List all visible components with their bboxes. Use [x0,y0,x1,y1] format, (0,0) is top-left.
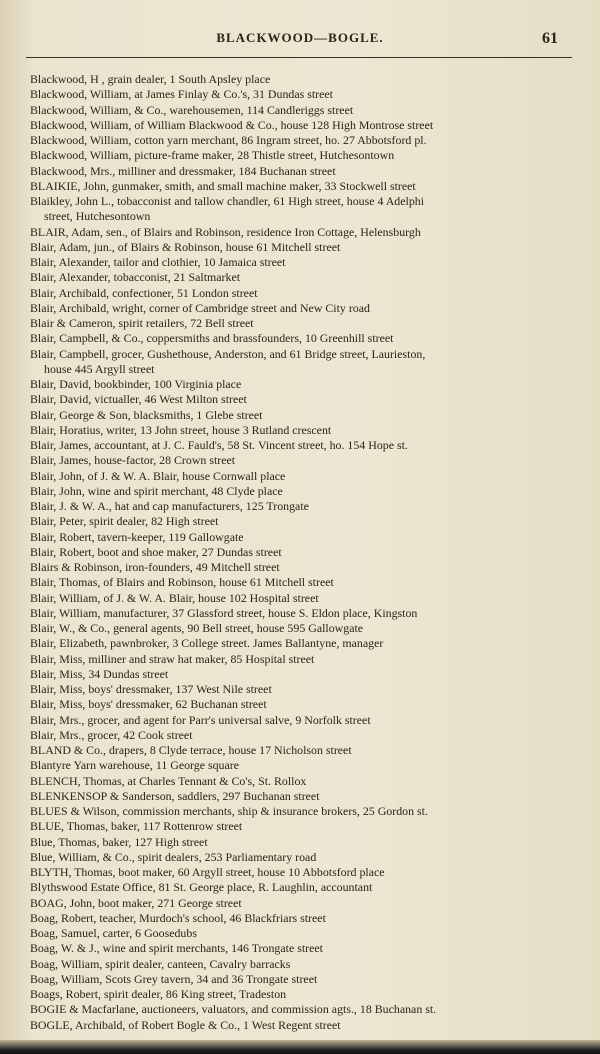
directory-entry: Blair, John, wine and spirit merchant, 48 Clyde place [30,483,283,498]
directory-entry: Blair, John, of J. & W. A. Blair, house Cornwall place [30,468,286,483]
directory-entry: Blair, Archibald, wright, corner of Cambridge street and New City road [30,300,370,315]
directory-entry: BOGIE & Macfarlane, auctioneers, valuators, and commission agts., 18 Buchanan st. [30,1002,437,1017]
directory-entry: Blair, Mrs., grocer, and agent for Parr's universal salve, 9 Norfolk street [30,712,371,727]
page-number: 61 [542,30,558,47]
directory-entry: Boag, William, Scots Grey tavern, 34 and 36 Trongate street [30,971,318,986]
directory-entry: Blair, Thomas, of Blairs and Robinson, house 61 Mitchell street [30,575,334,590]
directory-entry: Blair, Campbell, & Co., coppersmiths and brassfounders, 10 Greenhill street [30,331,394,346]
directory-entry: Blackwood, William, cotton yarn merchant, 86 Ingram street, ho. 27 Abbotsford pl. [30,133,427,147]
directory-entry: Blair, Horatius, writer, 13 John street, house 3 Rutland crescent [30,422,332,437]
directory-entry: Blair, Elizabeth, pawnbroker, 3 College street. James Ballantyne, manager [30,636,384,651]
directory-entry: Boags, Robert, spirit dealer, 86 King street, Tradeston [30,987,287,1001]
directory-entry: Blue, William, & Co., spirit dealers, 253 Parliamentary road [30,849,317,864]
directory-entry: BLUE, Thomas, baker, 117 Rottenrow street [30,819,243,834]
directory-entry: Blair, Alexander, tobacconist, 21 Saltmarket [30,270,241,285]
directory-entry: Blair, William, of J. & W. A. Blair, house 102 Hospital street [30,590,319,605]
directory-entry: Blair, Adam, jun., of Blairs & Robinson, house 61 Mitchell street [30,239,341,254]
directory-entry: Blaikley, John L., tobacconist and tallow chandler, 61 High street, house 4 Adelphi [30,194,425,208]
directory-entry: Boag, William, spirit dealer, canteen, Cavalry barracks [30,956,291,971]
page-header [0,28,600,50]
directory-entry: Blair, Robert, tavern-keeper, 119 Gallowgate [30,529,244,544]
directory-entry: Blantyre Yarn warehouse, 11 George square [30,758,240,773]
directory-entry: Boag, W. & J., wine and spirit merchants, 146 Trongate street [30,941,323,956]
directory-entry: BLENKENSOP & Sanderson, saddlers, 297 Buchanan street [30,788,320,803]
directory-entry: Blackwood, William, & Co., warehousemen, 114 Candleriggs street [30,102,354,117]
page-bottom-edge [0,1040,600,1054]
directory-entry: Blair, W., & Co., general agents, 90 Bell street, house 595 Gallowgate [30,621,364,635]
directory-entry: Blair, Miss, boys' dressmaker, 62 Buchanan street [30,697,267,712]
directory-entry: Blair, Robert, boot and shoe maker, 27 Dundas street [30,544,282,559]
directory-entry: Blair, James, house-factor, 28 Crown street [30,453,236,468]
directory-entry: BLUES & Wilson, commission merchants, ship & insurance brokers, 25 Gordon st. [30,804,428,818]
directory-entry: Boag, Robert, teacher, Murdoch's school, 46 Blackfriars street [30,910,326,925]
directory-entry: Blackwood, Mrs., milliner and dressmaker, 184 Buchanan street [30,163,336,178]
directory-entry: Blackwood, William, at James Finlay & Co.'s, 31 Dundas street [30,87,333,102]
directory-entry: BLAIKIE, John, gunmaker, smith, and small machine maker, 33 Stockwell street [30,178,416,193]
directory-entry: Blair, Peter, spirit dealer, 82 High street [30,514,219,529]
directory-entry: Blackwood, William, of William Blackwood & Co., house 128 High Montrose street [30,117,434,132]
directory-entry: Blair & Cameron, spirit retailers, 72 Bell street [30,316,254,330]
directory-entry: Blair, Archibald, confectioner, 51 London street [30,285,258,300]
directory-entries [30,72,562,1033]
directory-entry: Boag, Samuel, carter, 6 Goosedubs [30,926,197,940]
directory-entry: Blair, George & Son, blacksmiths, 1 Glebe street [30,407,263,422]
directory-entry: Blair, Miss, milliner and straw hat maker, 85 Hospital street [30,651,315,666]
directory-entry: Blair, Mrs., grocer, 42 Cook street [30,727,193,742]
directory-entry: Blue, Thomas, baker, 127 High street [30,834,208,849]
directory-entry: BLAIR, Adam, sen., of Blairs and Robinson, residence Iron Cottage, Helensburgh [30,224,421,239]
directory-entry: Blackwood, William, picture-frame maker, 28 Thistle street, Hutchesontown [30,148,395,163]
directory-entry: BLENCH, Thomas, at Charles Tennant & Co's, St. Rollox [30,773,307,788]
directory-entry: Blair, Alexander, tailor and clothier, 10 Jamaica street [30,255,286,269]
directory-entry: Blair, David, bookbinder, 100 Virginia place [30,377,242,391]
directory-entry: Blair, J. & W. A., hat and cap manufacturers, 125 Trongate [30,499,309,513]
directory-entry: Blair, David, victualler, 46 West Milton street [30,392,247,407]
directory-entry: BOGLE, Archibald, of Robert Bogle & Co., 1 West Regent street [30,1017,341,1032]
directory-entry: BLYTH, Thomas, boot maker, 60 Argyll street, house 10 Abbotsford place [30,865,385,879]
directory-entry: Blair, James, accountant, at J. C. Fauld's, 58 St. Vincent street, ho. 154 Hope st. [30,438,408,452]
directory-entry: Blair, Campbell, grocer, Gushethouse, Anderston, and 61 Bridge street, Laurieston, [30,346,426,361]
directory-entry: Blackwood, H , grain dealer, 1 South Apsley place [30,72,271,86]
directory-entry: Blair, William, manufacturer, 37 Glassford street, house S. Eldon place, Kingston [30,605,418,620]
directory-entry: BLAND & Co., drapers, 8 Clyde terrace, house 17 Nicholson street [30,743,352,757]
running-title: BLACKWOOD—BOGLE. [216,30,384,45]
directory-entry: street, Hutchesontown [44,209,151,224]
header-rule [26,57,572,58]
directory-entry: house 445 Argyll street [44,361,155,376]
directory-entry: Blair, Miss, boys' dressmaker, 137 West Nile street [30,682,272,696]
directory-entry: Blair, Miss, 34 Dundas street [30,666,169,681]
directory-entry: Blythswood Estate Office, 81 St. George place, R. Laughlin, accountant [30,880,373,895]
directory-entry: Blairs & Robinson, iron-founders, 49 Mitchell street [30,560,280,574]
directory-entry: BOAG, John, boot maker, 271 George street [30,895,242,910]
